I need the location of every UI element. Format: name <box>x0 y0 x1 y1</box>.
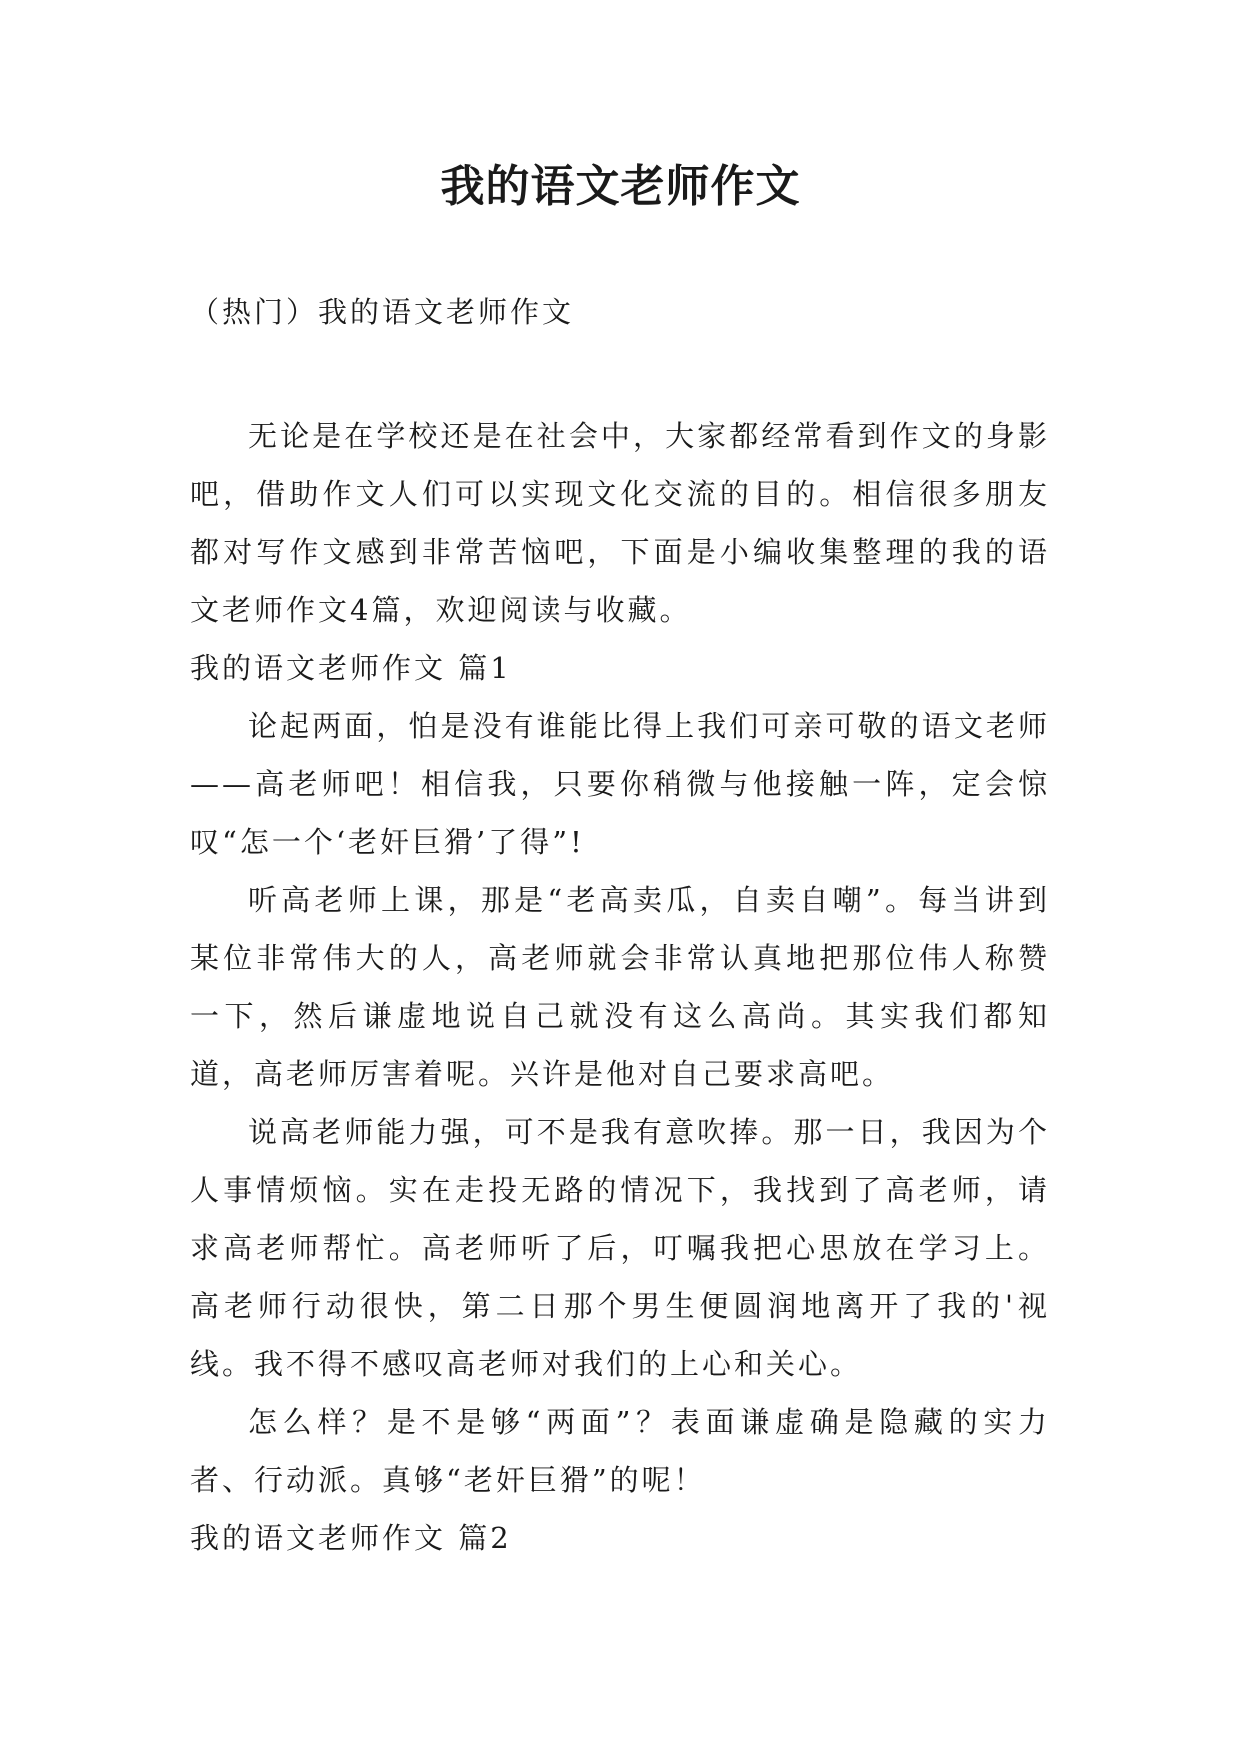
paragraph: 说高老师能力强，可不是我有意吹捧。那一日，我因为个人事情烦恼。实在走投无路的情况下，我找到了高老师，请求高老师帮忙。高老师听了后，叮嘱我把心思放在学习上。高老师行动很快，第二日那个男生便圆润地离开了我的'视线。我不得不感叹高老师对我们的上心和关心。 <box>190 1115 1050 1381</box>
paragraph: 论起两面，怕是没有谁能比得上我们可亲可敬的语文老师——高老师吧！相信我，只要你稍微与他接触一阵，定会惊叹“怎一个‘老奸巨猾’了得”! <box>190 709 1050 859</box>
paragraph: 听高老师上课，那是“老高卖瓜，自卖自嘲”。每当讲到某位非常伟大的人，高老师就会非常认真地把那位伟人称赞一下，然后谦虚地说自己就没有这么高尚。其实我们都知道，高老师厉害着呢。兴许是他对自己要求高吧。 <box>190 883 1050 1091</box>
paragraph-intro: 无论是在学校还是在社会中，大家都经常看到作文的身影吧，借助作文人们可以实现文化交流的目的。相信很多朋友都对写作文感到非常苦恼吧，下面是小编收集整理的我的语文老师作文4篇，欢迎阅读与收藏。 <box>190 419 1050 627</box>
section-heading-2: 我的语文老师作文 篇2 <box>190 1521 512 1555</box>
paragraph: 怎么样？是不是够“两面”？表面谦虚确是隐藏的实力者、行动派。真够“老奸巨猾”的呢！ <box>190 1405 1050 1497</box>
document-body <box>190 407 1050 1567</box>
page-title: 我的语文老师作文 <box>440 161 801 212</box>
section-heading-1: 我的语文老师作文 篇1 <box>190 651 512 685</box>
document-subtitle: （热门）我的语文老师作文 <box>190 295 575 329</box>
